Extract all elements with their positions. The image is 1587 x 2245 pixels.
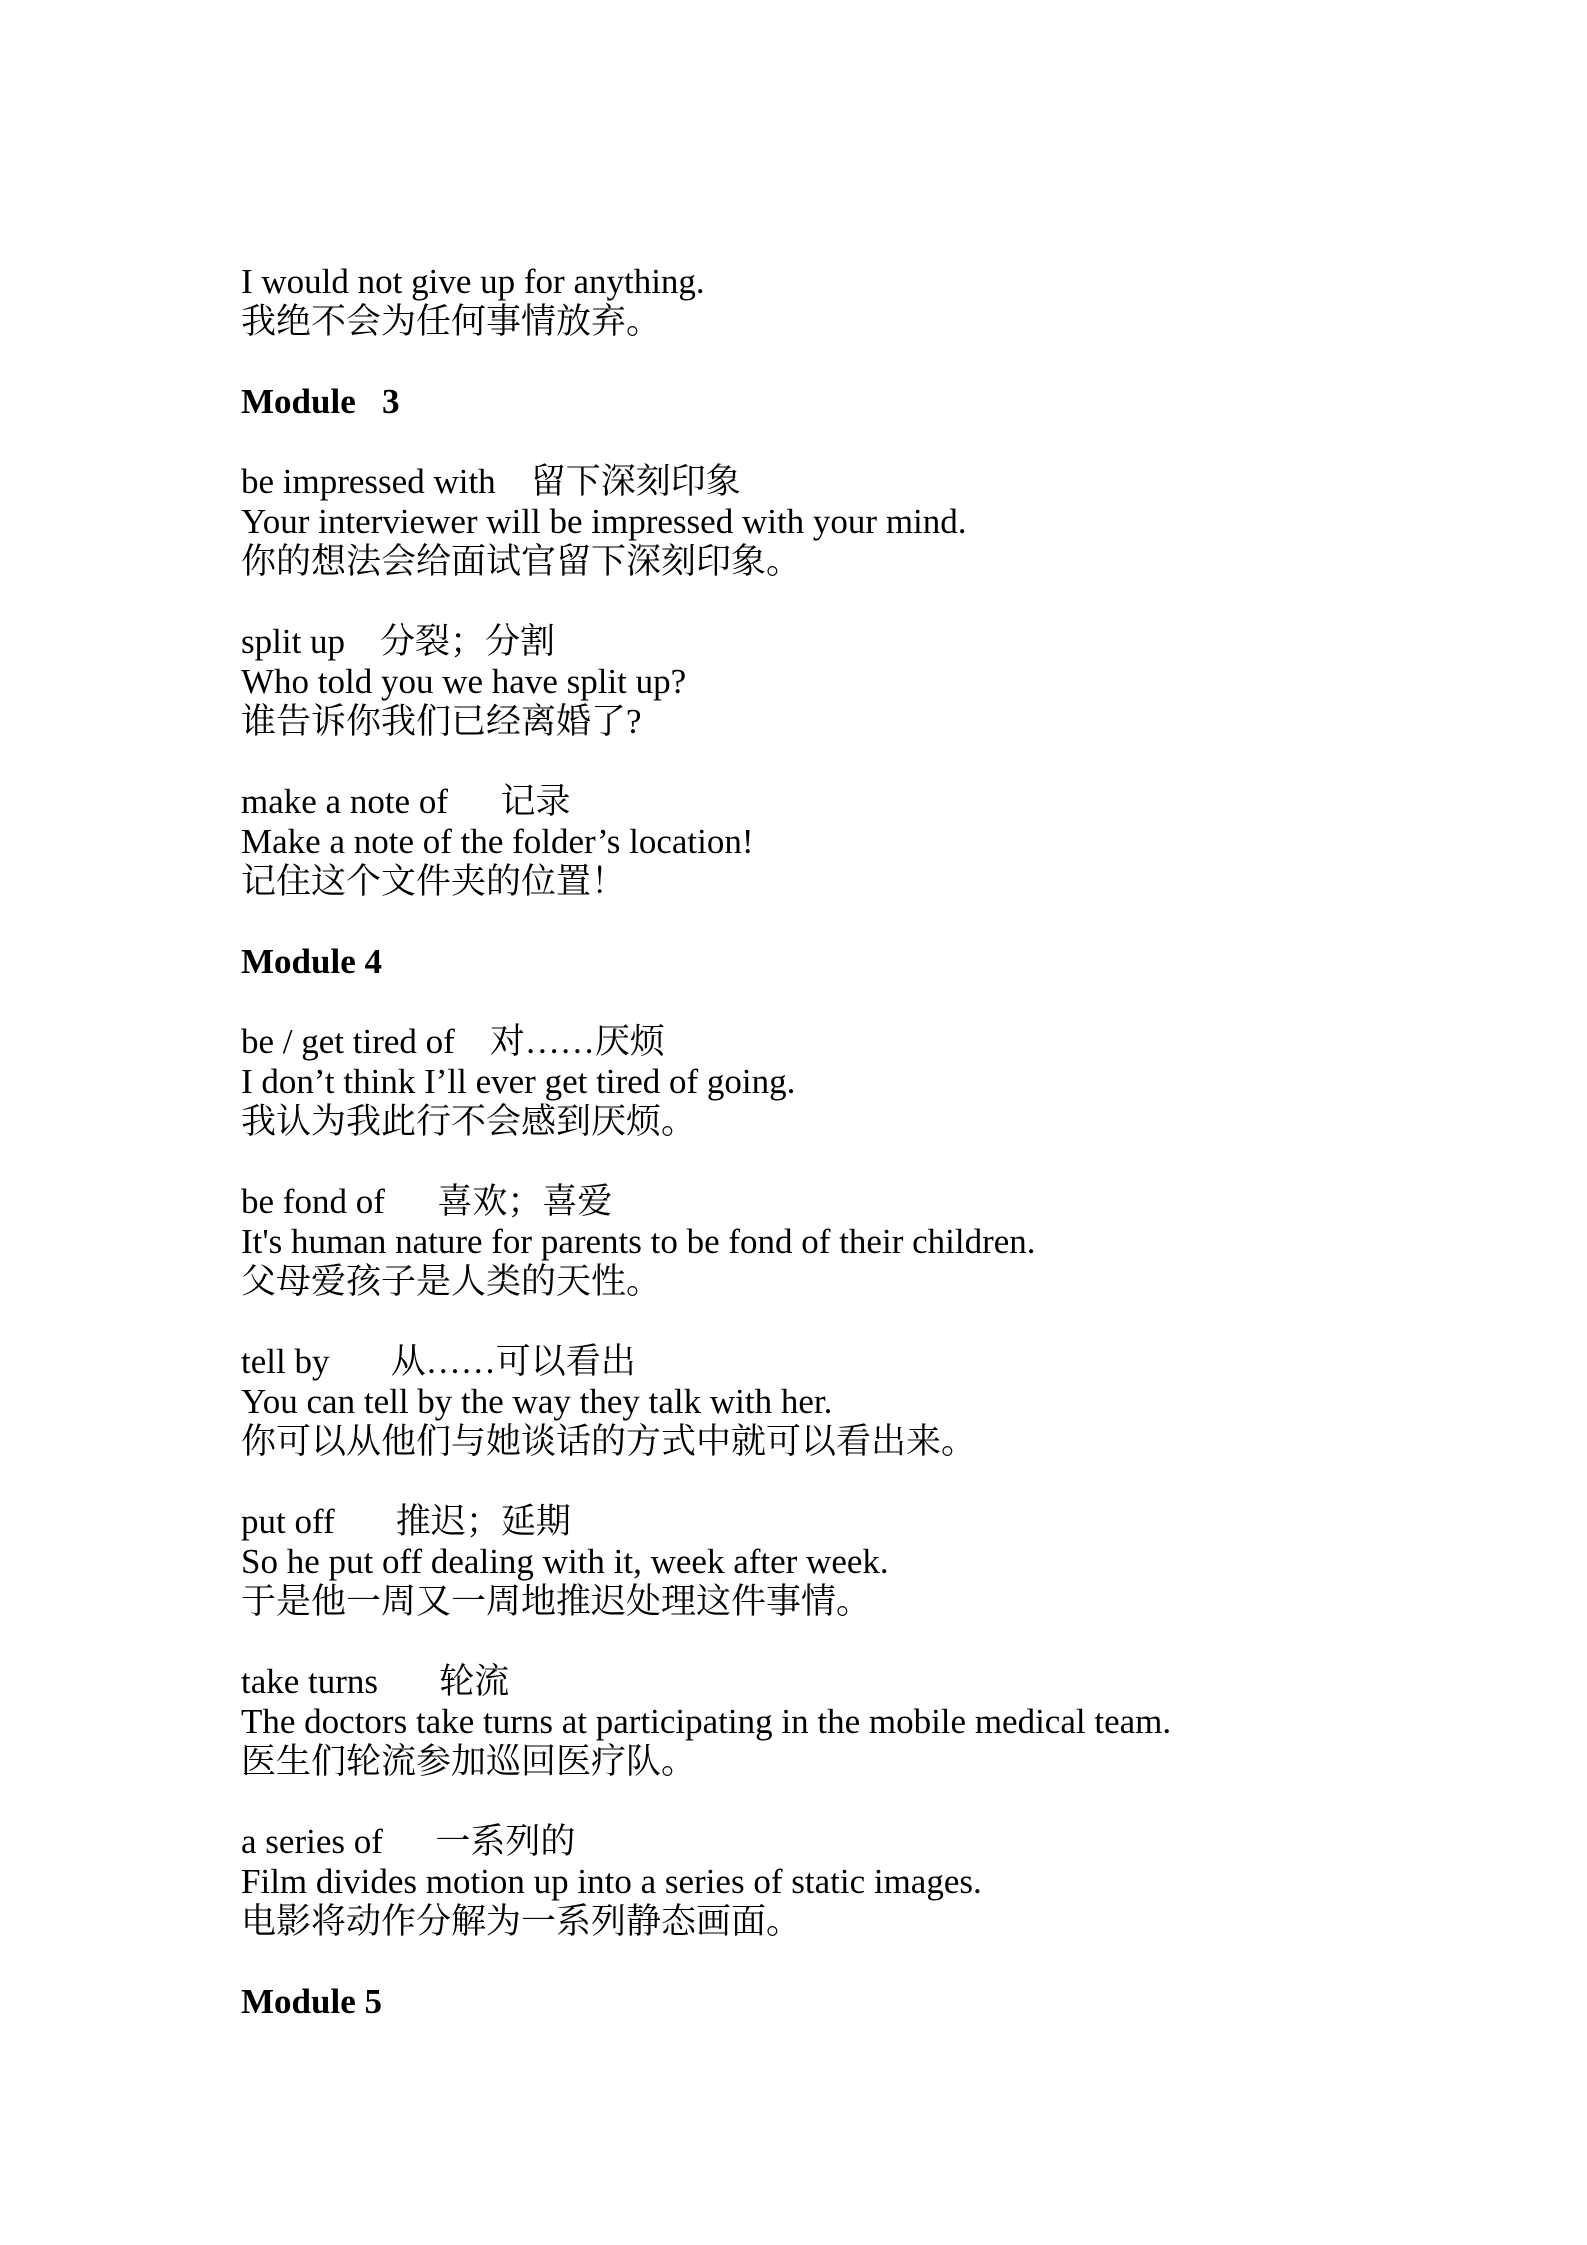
phrase-term: split up — [241, 622, 346, 661]
example-english: You can tell by the way they talk with her. — [241, 1382, 833, 1421]
phrase-meaning: 推迟；延期 — [395, 1502, 571, 1541]
example-english: I don’t think I’ll ever get tired of going. — [241, 1062, 796, 1101]
document-body — [241, 262, 1491, 2022]
example-english: The doctors take turns at participating in the mobile medical team. — [241, 1702, 1172, 1741]
intro-chinese: 我绝不会为任何事情放弃。 — [241, 302, 662, 341]
example-english: Who told you we have split up? — [241, 662, 687, 701]
phrase-line — [241, 1342, 1491, 1382]
module-3-heading: Module 3 — [241, 382, 400, 421]
example-chinese: 记住这个文件夹的位置！ — [241, 862, 627, 901]
example-chinese: 你的想法会给面试官留下深刻印象。 — [241, 542, 802, 581]
example-chinese: 电影将动作分解为一系列静态画面。 — [241, 1902, 802, 1941]
phrase-term: be impressed with — [241, 462, 496, 501]
phrase-term: a series of — [241, 1822, 383, 1861]
example-chinese: 父母爱孩子是人类的天性。 — [241, 1262, 662, 1301]
phrase-meaning: 记录 — [500, 782, 571, 821]
example-english: So he put off dealing with it, week after week. — [241, 1542, 889, 1581]
phrase-line — [241, 1822, 1491, 1862]
phrase-term: put off — [241, 1502, 335, 1541]
phrase-term: be fond of — [241, 1182, 385, 1221]
phrase-meaning: 轮流 — [439, 1662, 510, 1701]
phrase-term: be / get tired of — [241, 1022, 455, 1061]
phrase-meaning: 喜欢；喜爱 — [437, 1182, 613, 1221]
phrase-meaning: 分裂；分割 — [380, 622, 556, 661]
intro-english: I would not give up for anything. — [241, 262, 705, 301]
phrase-line — [241, 782, 1491, 822]
example-chinese: 医生们轮流参加巡回医疗队。 — [241, 1742, 697, 1781]
phrase-term: tell by — [241, 1342, 330, 1381]
phrase-meaning: 留下深刻印象 — [530, 462, 741, 501]
phrase-term: take turns — [241, 1662, 379, 1701]
example-chinese: 你可以从他们与她谈话的方式中就可以看出来。 — [241, 1422, 977, 1461]
phrase-line — [241, 622, 1491, 662]
phrase-line — [241, 1182, 1491, 1222]
phrase-line — [241, 462, 1491, 502]
example-chinese: 于是他一周又一周地推迟处理这件事情。 — [241, 1582, 872, 1621]
phrase-line — [241, 1022, 1491, 1062]
phrase-meaning: 一系列的 — [435, 1822, 576, 1861]
example-english: It's human nature for parents to be fond of their children. — [241, 1222, 1036, 1261]
example-chinese: 谁告诉你我们已经离婚了? — [241, 702, 642, 741]
phrase-term: make a note of — [241, 782, 448, 821]
phrase-line — [241, 1662, 1491, 1702]
example-english: Your interviewer will be impressed with your mind. — [241, 502, 967, 541]
phrase-line — [241, 1502, 1491, 1542]
phrase-meaning: 从……可以看出 — [390, 1342, 636, 1381]
phrase-meaning: 对……厌烦 — [489, 1022, 665, 1061]
example-chinese: 我认为我此行不会感到厌烦。 — [241, 1102, 697, 1141]
module-4-heading: Module 4 — [241, 942, 382, 981]
module-5-heading: Module 5 — [241, 1982, 382, 2021]
example-english: Make a note of the folder’s location! — [241, 822, 754, 861]
example-english: Film divides motion up into a series of static images. — [241, 1862, 982, 1901]
